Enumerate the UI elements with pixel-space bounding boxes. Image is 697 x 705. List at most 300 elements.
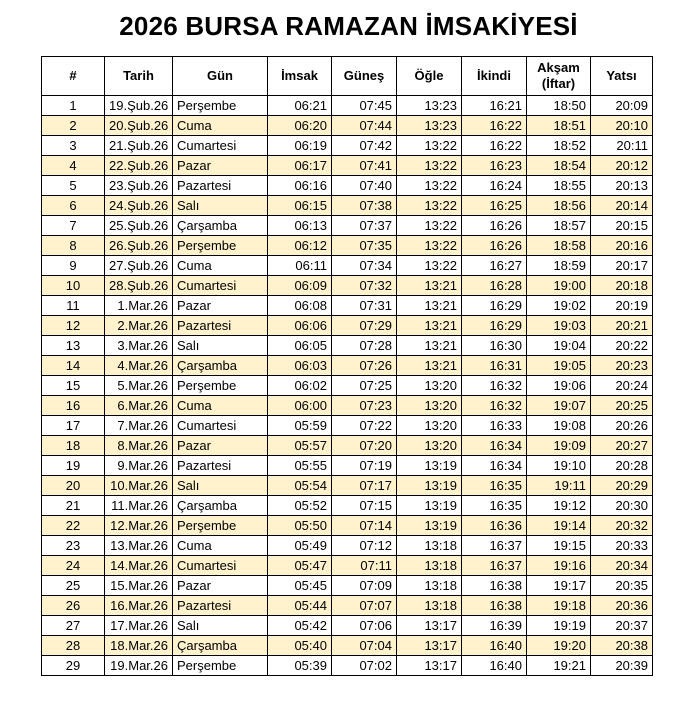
row-gunes: 07:41 (332, 156, 397, 176)
row-ogle: 13:19 (397, 456, 462, 476)
table-body (42, 96, 653, 676)
header-yatsi: Yatsı (591, 57, 653, 96)
row-date: 19.Şub.26 (105, 96, 173, 116)
row-day: Salı (173, 196, 268, 216)
row-ikindi: 16:28 (462, 276, 527, 296)
row-ikindi: 16:38 (462, 596, 527, 616)
row-gunes: 07:23 (332, 396, 397, 416)
row-ogle: 13:17 (397, 636, 462, 656)
row-ikindi: 16:39 (462, 616, 527, 636)
row-gunes: 07:40 (332, 176, 397, 196)
row-imsak: 05:52 (268, 496, 332, 516)
row-number: 15 (42, 376, 105, 396)
row-ogle: 13:20 (397, 376, 462, 396)
row-yatsi: 20:37 (591, 616, 653, 636)
table-row (42, 376, 653, 396)
row-aksam: 19:18 (527, 596, 591, 616)
row-day: Cuma (173, 396, 268, 416)
header-ogle: Öğle (397, 57, 462, 96)
row-number: 13 (42, 336, 105, 356)
row-date: 22.Şub.26 (105, 156, 173, 176)
row-gunes: 07:38 (332, 196, 397, 216)
row-number: 19 (42, 456, 105, 476)
row-ogle: 13:17 (397, 616, 462, 636)
row-day: Perşembe (173, 376, 268, 396)
row-ikindi: 16:27 (462, 256, 527, 276)
row-ikindi: 16:40 (462, 636, 527, 656)
row-imsak: 05:44 (268, 596, 332, 616)
row-aksam: 19:15 (527, 536, 591, 556)
row-ogle: 13:18 (397, 596, 462, 616)
table-row (42, 436, 653, 456)
row-ikindi: 16:38 (462, 576, 527, 596)
row-gunes: 07:32 (332, 276, 397, 296)
row-ogle: 13:18 (397, 536, 462, 556)
header-num: # (42, 57, 105, 96)
row-day: Cumartesi (173, 416, 268, 436)
row-imsak: 06:20 (268, 116, 332, 136)
row-yatsi: 20:25 (591, 396, 653, 416)
row-number: 3 (42, 136, 105, 156)
row-ikindi: 16:32 (462, 376, 527, 396)
row-aksam: 19:03 (527, 316, 591, 336)
row-aksam: 18:55 (527, 176, 591, 196)
row-date: 16.Mar.26 (105, 596, 173, 616)
row-yatsi: 20:38 (591, 636, 653, 656)
row-number: 1 (42, 96, 105, 116)
row-gunes: 07:26 (332, 356, 397, 376)
row-day: Cuma (173, 256, 268, 276)
row-gunes: 07:45 (332, 96, 397, 116)
row-ikindi: 16:26 (462, 216, 527, 236)
row-yatsi: 20:18 (591, 276, 653, 296)
row-number: 27 (42, 616, 105, 636)
row-gunes: 07:15 (332, 496, 397, 516)
row-imsak: 06:19 (268, 136, 332, 156)
row-day: Cumartesi (173, 556, 268, 576)
row-yatsi: 20:10 (591, 116, 653, 136)
table-row (42, 656, 653, 676)
row-day: Salı (173, 336, 268, 356)
row-date: 12.Mar.26 (105, 516, 173, 536)
header-aksam (527, 57, 591, 96)
row-day: Cuma (173, 116, 268, 136)
row-date: 9.Mar.26 (105, 456, 173, 476)
row-number: 2 (42, 116, 105, 136)
row-date: 24.Şub.26 (105, 196, 173, 216)
row-number: 5 (42, 176, 105, 196)
row-date: 18.Mar.26 (105, 636, 173, 656)
row-yatsi: 20:24 (591, 376, 653, 396)
row-day: Pazartesi (173, 316, 268, 336)
row-yatsi: 20:21 (591, 316, 653, 336)
row-number: 20 (42, 476, 105, 496)
row-number: 12 (42, 316, 105, 336)
row-ogle: 13:22 (397, 136, 462, 156)
row-gunes: 07:44 (332, 116, 397, 136)
row-ikindi: 16:29 (462, 296, 527, 316)
row-number: 25 (42, 576, 105, 596)
row-gunes: 07:09 (332, 576, 397, 596)
row-number: 18 (42, 436, 105, 456)
row-date: 20.Şub.26 (105, 116, 173, 136)
row-number: 22 (42, 516, 105, 536)
row-aksam: 19:02 (527, 296, 591, 316)
row-imsak: 06:13 (268, 216, 332, 236)
row-day: Cumartesi (173, 136, 268, 156)
table-row (42, 356, 653, 376)
table-row (42, 96, 653, 116)
row-number: 4 (42, 156, 105, 176)
row-aksam: 19:19 (527, 616, 591, 636)
table-row (42, 156, 653, 176)
page-title: 2026 BURSA RAMAZAN İMSAKİYESİ (119, 11, 578, 41)
row-gunes: 07:20 (332, 436, 397, 456)
row-ikindi: 16:33 (462, 416, 527, 436)
header-aksam-line1: Akşam (537, 60, 580, 75)
row-aksam: 18:50 (527, 96, 591, 116)
header-day: Gün (173, 57, 268, 96)
row-ikindi: 16:35 (462, 476, 527, 496)
row-date: 19.Mar.26 (105, 656, 173, 676)
row-imsak: 05:54 (268, 476, 332, 496)
row-gunes: 07:22 (332, 416, 397, 436)
table-row (42, 516, 653, 536)
row-ogle: 13:21 (397, 276, 462, 296)
table-row (42, 536, 653, 556)
table-row (42, 616, 653, 636)
row-aksam: 19:06 (527, 376, 591, 396)
row-ogle: 13:19 (397, 496, 462, 516)
table-row (42, 176, 653, 196)
row-number: 23 (42, 536, 105, 556)
row-aksam: 19:07 (527, 396, 591, 416)
row-imsak: 06:02 (268, 376, 332, 396)
row-number: 10 (42, 276, 105, 296)
row-aksam: 19:00 (527, 276, 591, 296)
row-yatsi: 20:19 (591, 296, 653, 316)
row-yatsi: 20:14 (591, 196, 653, 216)
row-ogle: 13:21 (397, 316, 462, 336)
row-imsak: 06:11 (268, 256, 332, 276)
row-imsak: 05:55 (268, 456, 332, 476)
row-imsak: 06:00 (268, 396, 332, 416)
row-number: 21 (42, 496, 105, 516)
row-gunes: 07:34 (332, 256, 397, 276)
row-gunes: 07:17 (332, 476, 397, 496)
row-aksam: 19:04 (527, 336, 591, 356)
table-row (42, 576, 653, 596)
row-ikindi: 16:29 (462, 316, 527, 336)
row-date: 7.Mar.26 (105, 416, 173, 436)
table-row (42, 556, 653, 576)
row-gunes: 07:14 (332, 516, 397, 536)
table-row (42, 296, 653, 316)
row-day: Çarşamba (173, 356, 268, 376)
row-number: 17 (42, 416, 105, 436)
row-yatsi: 20:12 (591, 156, 653, 176)
row-ogle: 13:22 (397, 176, 462, 196)
row-yatsi: 20:11 (591, 136, 653, 156)
row-imsak: 06:03 (268, 356, 332, 376)
row-date: 13.Mar.26 (105, 536, 173, 556)
row-date: 17.Mar.26 (105, 616, 173, 636)
row-aksam: 18:52 (527, 136, 591, 156)
table-row (42, 336, 653, 356)
row-aksam: 19:10 (527, 456, 591, 476)
row-gunes: 07:06 (332, 616, 397, 636)
row-imsak: 05:45 (268, 576, 332, 596)
row-date: 5.Mar.26 (105, 376, 173, 396)
table-row (42, 496, 653, 516)
row-aksam: 18:51 (527, 116, 591, 136)
row-ikindi: 16:34 (462, 436, 527, 456)
row-yatsi: 20:34 (591, 556, 653, 576)
row-aksam: 18:58 (527, 236, 591, 256)
row-day: Pazartesi (173, 456, 268, 476)
row-aksam: 19:20 (527, 636, 591, 656)
row-yatsi: 20:27 (591, 436, 653, 456)
table-row (42, 456, 653, 476)
header-date: Tarih (105, 57, 173, 96)
row-date: 2.Mar.26 (105, 316, 173, 336)
row-aksam: 19:09 (527, 436, 591, 456)
row-day: Pazar (173, 296, 268, 316)
row-day: Perşembe (173, 656, 268, 676)
row-ogle: 13:23 (397, 96, 462, 116)
row-yatsi: 20:28 (591, 456, 653, 476)
row-date: 27.Şub.26 (105, 256, 173, 276)
row-yatsi: 20:13 (591, 176, 653, 196)
header-row (42, 57, 653, 96)
row-gunes: 07:11 (332, 556, 397, 576)
row-ikindi: 16:37 (462, 536, 527, 556)
row-yatsi: 20:36 (591, 596, 653, 616)
row-ogle: 13:23 (397, 116, 462, 136)
row-number: 7 (42, 216, 105, 236)
row-gunes: 07:04 (332, 636, 397, 656)
row-yatsi: 20:29 (591, 476, 653, 496)
row-gunes: 07:42 (332, 136, 397, 156)
row-number: 6 (42, 196, 105, 216)
row-number: 14 (42, 356, 105, 376)
row-date: 11.Mar.26 (105, 496, 173, 516)
row-day: Salı (173, 616, 268, 636)
row-gunes: 07:37 (332, 216, 397, 236)
row-ogle: 13:20 (397, 436, 462, 456)
row-ogle: 13:19 (397, 516, 462, 536)
row-day: Çarşamba (173, 216, 268, 236)
row-ogle: 13:17 (397, 656, 462, 676)
table-row (42, 636, 653, 656)
row-gunes: 07:28 (332, 336, 397, 356)
row-ikindi: 16:37 (462, 556, 527, 576)
row-ogle: 13:21 (397, 296, 462, 316)
row-imsak: 06:08 (268, 296, 332, 316)
row-date: 6.Mar.26 (105, 396, 173, 416)
row-gunes: 07:25 (332, 376, 397, 396)
row-imsak: 05:42 (268, 616, 332, 636)
row-aksam: 19:21 (527, 656, 591, 676)
header-ikindi: İkindi (462, 57, 527, 96)
row-day: Pazar (173, 156, 268, 176)
header-aksam-line2: (İftar) (541, 76, 576, 91)
table-row (42, 316, 653, 336)
row-aksam: 19:11 (527, 476, 591, 496)
table-row (42, 136, 653, 156)
row-aksam: 19:08 (527, 416, 591, 436)
row-gunes: 07:19 (332, 456, 397, 476)
row-aksam: 19:14 (527, 516, 591, 536)
row-yatsi: 20:17 (591, 256, 653, 276)
row-day: Perşembe (173, 236, 268, 256)
table-row (42, 416, 653, 436)
row-yatsi: 20:35 (591, 576, 653, 596)
header-gunes: Güneş (332, 57, 397, 96)
row-date: 8.Mar.26 (105, 436, 173, 456)
row-ogle: 13:22 (397, 156, 462, 176)
imsakiye-table (41, 56, 653, 676)
row-day: Perşembe (173, 516, 268, 536)
row-day: Pazar (173, 576, 268, 596)
row-ogle: 13:18 (397, 576, 462, 596)
row-ogle: 13:18 (397, 556, 462, 576)
table-row (42, 276, 653, 296)
row-ogle: 13:21 (397, 356, 462, 376)
row-imsak: 06:21 (268, 96, 332, 116)
row-number: 16 (42, 396, 105, 416)
row-day: Pazartesi (173, 596, 268, 616)
row-day: Perşembe (173, 96, 268, 116)
row-number: 24 (42, 556, 105, 576)
row-yatsi: 20:30 (591, 496, 653, 516)
row-ogle: 13:20 (397, 416, 462, 436)
row-day: Cumartesi (173, 276, 268, 296)
row-yatsi: 20:26 (591, 416, 653, 436)
row-aksam: 19:12 (527, 496, 591, 516)
row-date: 14.Mar.26 (105, 556, 173, 576)
row-yatsi: 20:39 (591, 656, 653, 676)
row-date: 25.Şub.26 (105, 216, 173, 236)
row-imsak: 05:49 (268, 536, 332, 556)
row-ikindi: 16:30 (462, 336, 527, 356)
row-ogle: 13:22 (397, 196, 462, 216)
row-ikindi: 16:36 (462, 516, 527, 536)
row-ikindi: 16:40 (462, 656, 527, 676)
table-row (42, 116, 653, 136)
row-day: Salı (173, 476, 268, 496)
row-aksam: 18:57 (527, 216, 591, 236)
row-imsak: 06:06 (268, 316, 332, 336)
row-number: 8 (42, 236, 105, 256)
row-ogle: 13:22 (397, 256, 462, 276)
row-yatsi: 20:15 (591, 216, 653, 236)
row-gunes: 07:07 (332, 596, 397, 616)
row-ogle: 13:21 (397, 336, 462, 356)
row-ikindi: 16:25 (462, 196, 527, 216)
row-ogle: 13:22 (397, 216, 462, 236)
row-date: 28.Şub.26 (105, 276, 173, 296)
row-day: Cuma (173, 536, 268, 556)
row-number: 9 (42, 256, 105, 276)
row-yatsi: 20:22 (591, 336, 653, 356)
row-number: 28 (42, 636, 105, 656)
row-aksam: 18:54 (527, 156, 591, 176)
row-ikindi: 16:32 (462, 396, 527, 416)
row-ikindi: 16:31 (462, 356, 527, 376)
row-imsak: 05:40 (268, 636, 332, 656)
row-yatsi: 20:23 (591, 356, 653, 376)
row-date: 26.Şub.26 (105, 236, 173, 256)
table-row (42, 256, 653, 276)
row-imsak: 06:17 (268, 156, 332, 176)
row-date: 21.Şub.26 (105, 136, 173, 156)
row-date: 23.Şub.26 (105, 176, 173, 196)
table-row (42, 476, 653, 496)
row-gunes: 07:35 (332, 236, 397, 256)
row-imsak: 06:05 (268, 336, 332, 356)
row-yatsi: 20:33 (591, 536, 653, 556)
row-imsak: 06:09 (268, 276, 332, 296)
row-aksam: 19:05 (527, 356, 591, 376)
row-gunes: 07:29 (332, 316, 397, 336)
row-aksam: 19:17 (527, 576, 591, 596)
row-imsak: 06:15 (268, 196, 332, 216)
row-yatsi: 20:32 (591, 516, 653, 536)
row-ikindi: 16:21 (462, 96, 527, 116)
row-ikindi: 16:23 (462, 156, 527, 176)
row-aksam: 18:59 (527, 256, 591, 276)
row-day: Pazar (173, 436, 268, 456)
row-ogle: 13:19 (397, 476, 462, 496)
table-row (42, 196, 653, 216)
row-imsak: 05:57 (268, 436, 332, 456)
row-imsak: 05:39 (268, 656, 332, 676)
row-number: 11 (42, 296, 105, 316)
row-aksam: 19:16 (527, 556, 591, 576)
table-row (42, 236, 653, 256)
row-date: 15.Mar.26 (105, 576, 173, 596)
table-row (42, 396, 653, 416)
row-date: 10.Mar.26 (105, 476, 173, 496)
row-gunes: 07:12 (332, 536, 397, 556)
row-ikindi: 16:26 (462, 236, 527, 256)
row-imsak: 05:59 (268, 416, 332, 436)
row-date: 3.Mar.26 (105, 336, 173, 356)
row-ogle: 13:22 (397, 236, 462, 256)
row-number: 26 (42, 596, 105, 616)
row-gunes: 07:02 (332, 656, 397, 676)
row-number: 29 (42, 656, 105, 676)
row-ikindi: 16:22 (462, 136, 527, 156)
row-ikindi: 16:34 (462, 456, 527, 476)
row-date: 1.Mar.26 (105, 296, 173, 316)
row-imsak: 06:12 (268, 236, 332, 256)
table-row (42, 216, 653, 236)
row-imsak: 05:47 (268, 556, 332, 576)
row-imsak: 05:50 (268, 516, 332, 536)
row-ogle: 13:20 (397, 396, 462, 416)
row-date: 4.Mar.26 (105, 356, 173, 376)
row-ikindi: 16:22 (462, 116, 527, 136)
table-row (42, 596, 653, 616)
row-day: Pazartesi (173, 176, 268, 196)
row-gunes: 07:31 (332, 296, 397, 316)
row-yatsi: 20:09 (591, 96, 653, 116)
row-ikindi: 16:35 (462, 496, 527, 516)
row-ikindi: 16:24 (462, 176, 527, 196)
header-imsak: İmsak (268, 57, 332, 96)
